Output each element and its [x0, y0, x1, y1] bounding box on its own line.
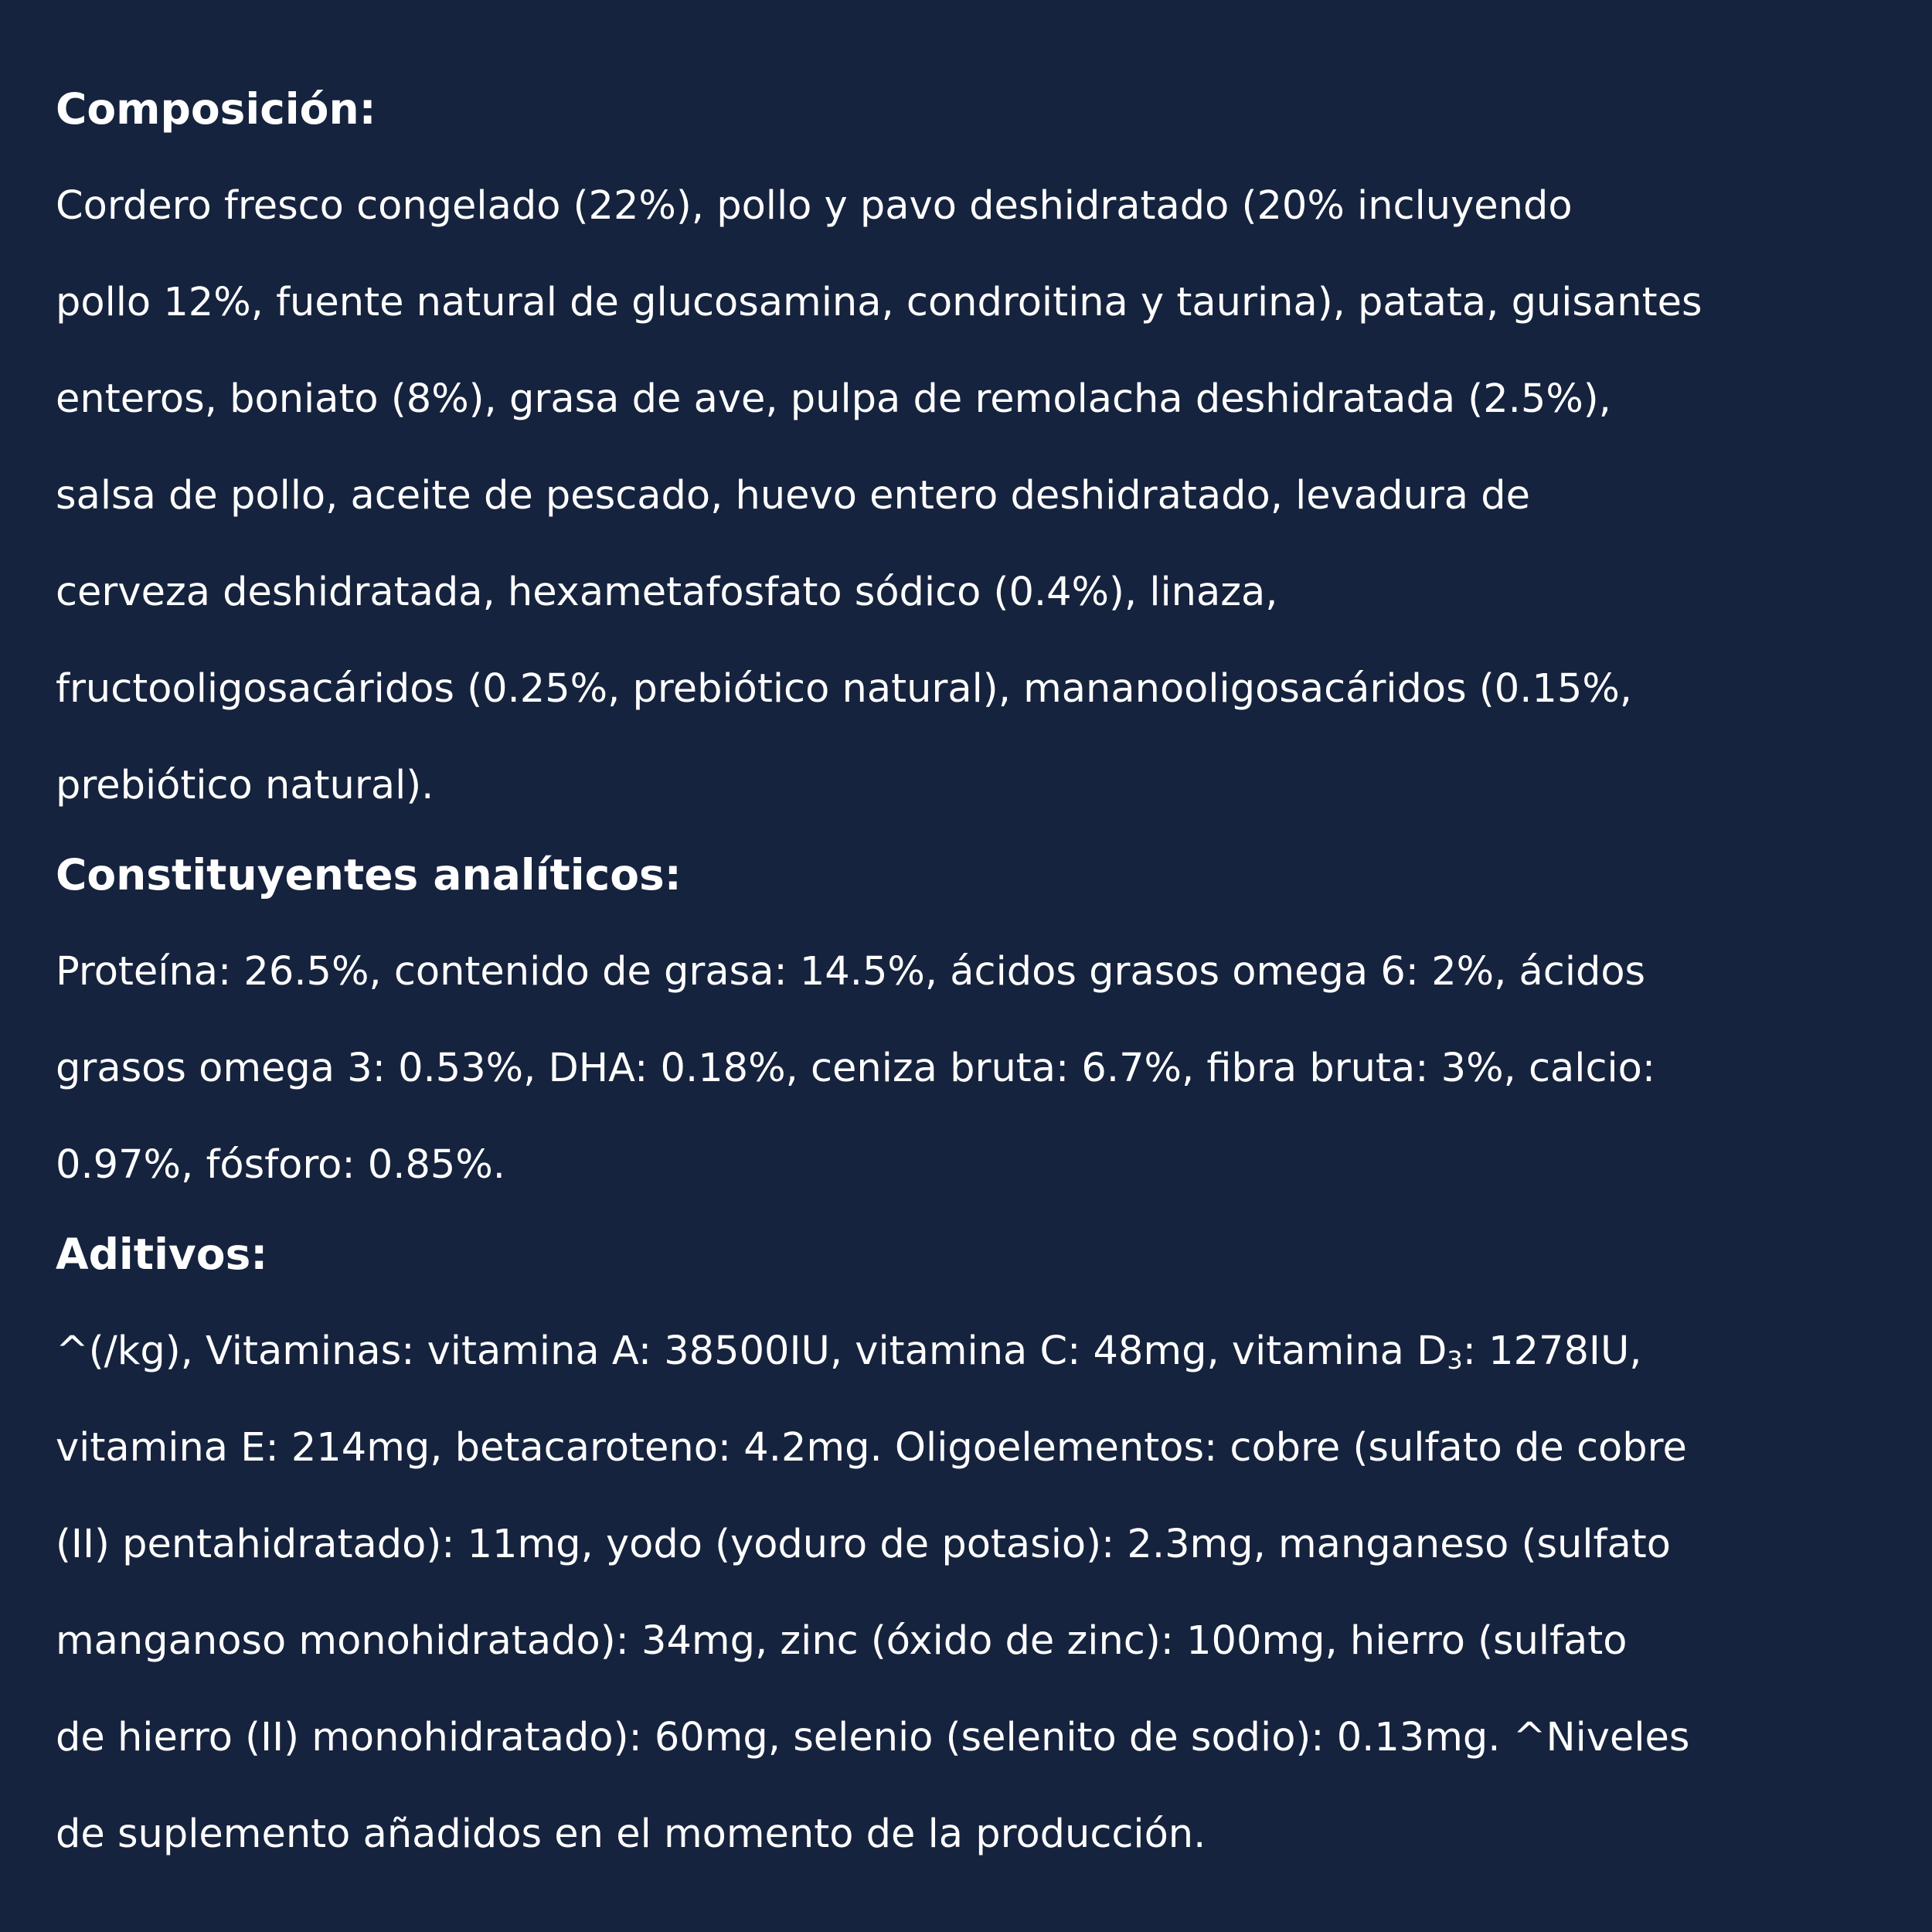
additives-line-end: : 1278IU,: [1462, 1328, 1642, 1374]
composition-section: [56, 74, 1895, 834]
additives-line: vitamina E: 214mg, betacaroteno: 4.2mg. Oligoelementos: cobre (sulfato de cobre: [56, 1425, 1687, 1471]
vitamin-d-subscript: 3: [1447, 1345, 1463, 1375]
composition-line: Cordero fresco congelado (22%), pollo y pavo deshidratado (20% incluyendo: [56, 183, 1573, 229]
additives-line: (II) pentahidratado): 11mg, yodo (yoduro de potasio): 2.3mg, manganeso (sulfato: [56, 1522, 1671, 1567]
analytical-constituents-text: [56, 923, 1895, 1213]
additives-line-start: ^(/kg), Vitaminas: vitamina A: 38500IU, vitamina C: 48mg, vitamina D: [56, 1328, 1447, 1374]
composition-line: enteros, boniato (8%), grasa de ave, pulpa de remolacha deshidratada (2.5%),: [56, 376, 1611, 422]
additives-line: manganoso monohidratado): 34mg, zinc (óxido de zinc): 100mg, hierro (sulfato: [56, 1618, 1628, 1664]
composition-line: prebiótico natural).: [56, 763, 434, 808]
composition-line: salsa de pollo, aceite de pescado, huevo entero deshidratado, levadura de: [56, 473, 1530, 519]
composition-line: pollo 12%, fuente natural de glucosamina, condroitina y taurina), patata, guisantes: [56, 280, 1702, 325]
additives-line: de hierro (II) monohidratado): 60mg, selenio (selenito de sodio): 0.13mg. ^Niveles: [56, 1715, 1690, 1760]
additives-section: [56, 1219, 1895, 1883]
constituents-line: 0.97%, fósforo: 0.85%.: [56, 1142, 505, 1188]
constituents-line: grasos omega 3: 0.53%, DHA: 0.18%, ceniza bruta: 6.7%, fibra bruta: 3%, calcio:: [56, 1046, 1656, 1091]
composition-line: cerveza deshidratada, hexametafosfato sódico (0.4%), linaza,: [56, 570, 1278, 615]
composition-line: fructooligosacáridos (0.25%, prebiótico natural), mananooligosacáridos (0.15%,: [56, 666, 1632, 712]
additives-heading: Aditivos:: [56, 1230, 268, 1279]
analytical-constituents-section: [56, 840, 1895, 1213]
constituents-line: Proteína: 26.5%, contenido de grasa: 14.5%, ácidos grasos omega 6: 2%, ácidos: [56, 949, 1646, 995]
additives-line: de suplemento añadidos en el momento de la producción.: [56, 1811, 1206, 1857]
analytical-constituents-heading: Constituyentes analíticos:: [56, 850, 682, 900]
composition-text: [56, 158, 1895, 834]
additives-text: [56, 1303, 1895, 1883]
product-info-content: [56, 74, 1895, 1889]
additives-line: [56, 1303, 1895, 1400]
composition-heading: Composición:: [56, 84, 376, 134]
